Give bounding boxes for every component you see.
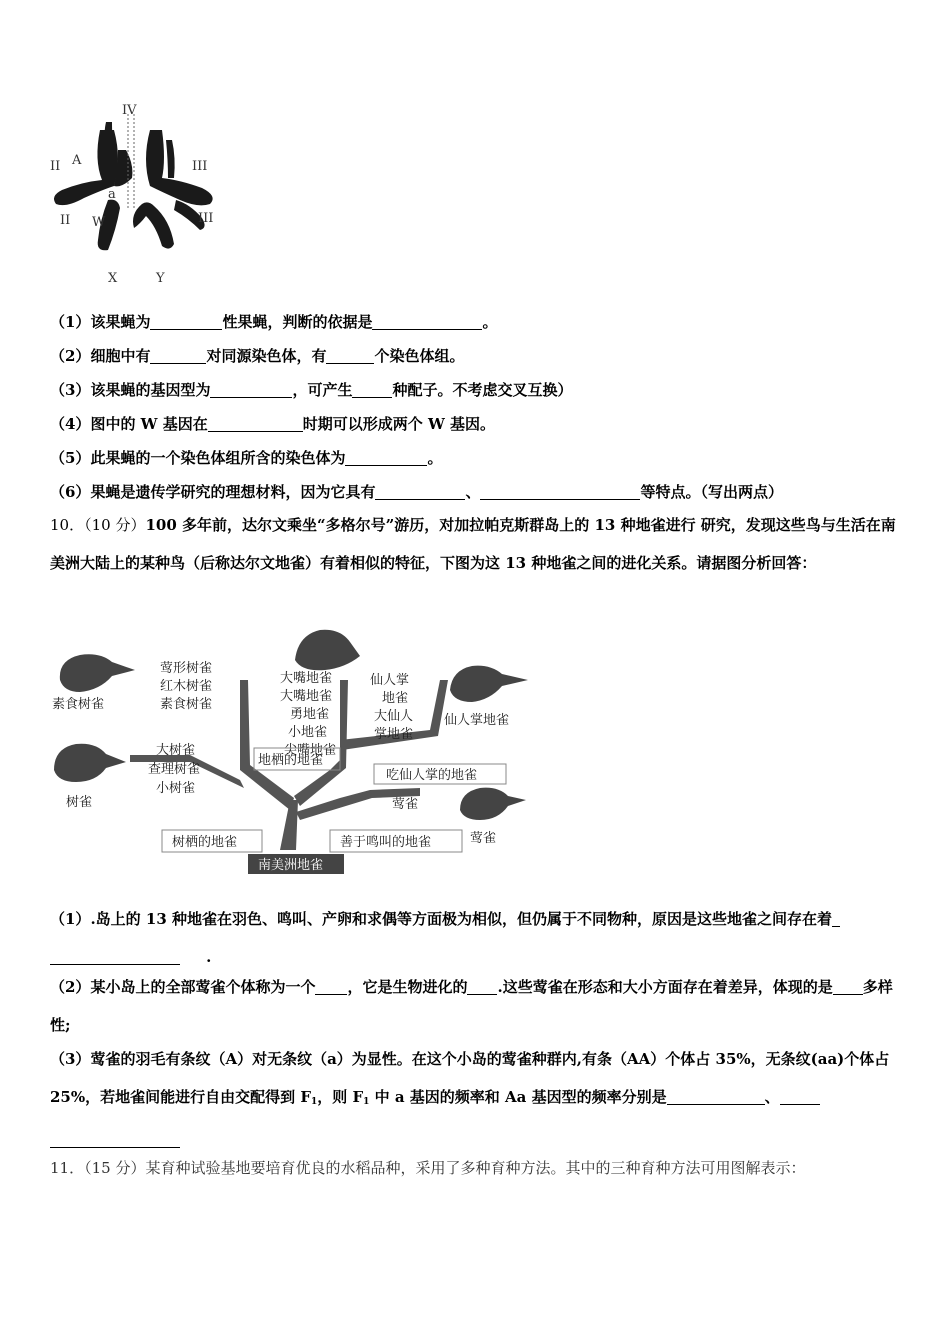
question-score: （10 分） [84, 516, 146, 534]
shu-list-2: 小树雀 [156, 781, 196, 796]
answer-blank[interactable] [833, 979, 863, 995]
part-text: .岛上的 13 种地雀在羽色、鸣叫、产卵和求偶等方面极为相似，但仍属于不同物种，原因是这些地雀之间存在着 [90, 910, 832, 928]
part-text: 、 [764, 1088, 780, 1106]
chromosome-figure [42, 100, 227, 290]
label-w: W [92, 215, 106, 230]
item-text: 个染色体组。 [374, 347, 465, 365]
item-text: 。 [427, 449, 443, 467]
part-text: . [206, 948, 212, 966]
label-su-shi-shu-que: 素食树雀 [52, 697, 105, 712]
q10-part-2 [50, 968, 910, 1044]
answer-blank[interactable] [780, 1089, 820, 1105]
middle-list-1: 大嘴地雀 [280, 689, 333, 704]
part-num: （2） [50, 978, 91, 996]
item-text: 性果蝇，判断的依据是 [222, 313, 373, 331]
part-text: ，它是生物进化的 [347, 978, 468, 996]
answer-blank[interactable] [352, 382, 392, 398]
shu-list-1: 查理树雀 [148, 762, 201, 777]
question-score: （15 分） [84, 1159, 146, 1177]
item-text: 图中的 W 基因在 [90, 415, 208, 433]
q9-item-1 [50, 312, 497, 332]
part-num: （1） [50, 910, 91, 928]
item-num: （1） [50, 313, 91, 331]
question-text: 100 多年前，达尔文乘坐“多格尔号”游历，对加拉帕克斯群岛上的 13 种地雀进行 研究，发现这些鸟与生活在南美洲大陆上的某种鸟（后称达尔文地雀）有着相似的特征，下图为这 13 种地雀之间的进化关系。请据图分析回答： [50, 516, 896, 572]
label-xianrenzhang-diqu: 仙人掌地雀 [444, 713, 510, 728]
box-root: 南美洲地雀 [258, 858, 324, 873]
label-ii-bottom: II [60, 213, 71, 228]
item-text: 。 [482, 313, 498, 331]
item-text: 该果蝇为 [90, 313, 151, 331]
label-ying-que: 莺雀 [470, 831, 497, 846]
item-num: （2） [50, 347, 91, 365]
part-text: 某小岛上的全部莺雀个体称为一个 [90, 978, 316, 996]
q9-item-5 [50, 448, 442, 468]
answer-blank[interactable] [208, 416, 303, 432]
part-text: 多样性; [50, 978, 893, 1034]
answer-blank[interactable] [345, 450, 427, 466]
part-num: （3） [50, 1050, 91, 1068]
item-num: （6） [50, 483, 91, 501]
q11-intro [50, 1157, 805, 1178]
answer-blank[interactable] [375, 484, 465, 500]
q9-item-2 [50, 346, 464, 366]
item-text: 等特点。（写出两点） [640, 483, 783, 501]
label-iii-top: III [192, 159, 208, 174]
label-iii-bottom: III [198, 211, 214, 226]
q10-part-1 [50, 900, 910, 976]
question-number: 11． [50, 1159, 85, 1177]
item-num: （3） [50, 381, 91, 399]
box-chi-xianrenzhang: 吃仙人掌的地雀 [386, 768, 478, 783]
item-text: 时期可以形成两个 W 基因。 [302, 415, 496, 433]
right-list-0: 仙人掌 [370, 673, 410, 688]
question-text: 某育种试验基地要培育优良的水稻品种，采用了多种育种方法。其中的三种育种方法可用图解表示： [145, 1159, 806, 1177]
answer-blank[interactable] [372, 314, 482, 330]
item-text: 、 [465, 483, 481, 501]
part-text: ，则 F [317, 1088, 364, 1106]
box-shan-yu: 善于鸣叫的地雀 [340, 835, 432, 850]
part-text: 莺雀的羽毛有条纹（A）对无条纹（a）为显性。在这个小岛的莺雀种群内,有条（AA）个体占 35%，无条纹(aa)个体占 25%，若地雀间能进行自由交配得到 F [50, 1050, 890, 1106]
label-x: X [108, 271, 118, 286]
answer-blank[interactable] [150, 348, 206, 364]
chromosome-shapes [54, 122, 213, 250]
middle-list-0: 大嘴地雀 [280, 671, 333, 686]
left-list-2: 素食树雀 [160, 697, 213, 712]
answer-blank[interactable] [467, 979, 497, 995]
middle-list-2: 勇地雀 [290, 707, 330, 722]
item-num: （5） [50, 449, 91, 467]
label-iv: IV [122, 103, 137, 118]
answer-blank[interactable] [210, 382, 292, 398]
label-ii-top: II [50, 159, 61, 174]
label-y: Y [156, 271, 165, 286]
part-text: 中 a 基因的频率和 Aa 基因型的频率分别是 [369, 1088, 667, 1106]
label-a-lower: a [108, 187, 116, 202]
subscript: 1 [311, 1097, 318, 1107]
item-text: 果蝇是遗传学研究的理想材料，因为它具有 [90, 483, 376, 501]
answer-blank[interactable] [315, 979, 347, 995]
answer-blank[interactable] [50, 1132, 180, 1148]
q9-item-3 [50, 380, 572, 400]
item-text: 该果蝇的基因型为 [90, 381, 211, 399]
item-text: 对同源染色体，有 [206, 347, 327, 365]
right-list-2: 大仙人 [374, 709, 414, 724]
label-ying-que-branch: 莺雀 [392, 797, 419, 812]
answer-blank[interactable] [150, 314, 222, 330]
answer-blank[interactable] [480, 484, 640, 500]
answer-blank[interactable] [832, 911, 840, 927]
shu-list-0: 大树雀 [156, 743, 196, 758]
item-text: ，可产生 [292, 381, 353, 399]
answer-blank[interactable] [667, 1089, 765, 1105]
part-text: .这些莺雀在形态和大小方面存在着差异，体现的是 [497, 978, 833, 996]
left-list-0: 莺形树雀 [160, 661, 213, 676]
finch-evolution-figure [40, 620, 540, 875]
box-di-qi: 地栖的地雀 [258, 753, 324, 768]
question-number: 10． [50, 516, 85, 534]
item-text: 细胞中有 [90, 347, 151, 365]
q10-part-3 [50, 1040, 910, 1159]
item-num: （4） [50, 415, 91, 433]
item-text: 此果蝇的一个染色体组所含的染色体为 [90, 449, 346, 467]
answer-blank[interactable] [326, 348, 374, 364]
item-text: 种配子。不考虑交叉互换） [392, 381, 573, 399]
label-a-upper: A [72, 153, 82, 168]
box-shu-qi: 树栖的地雀 [172, 835, 238, 850]
right-list-3: 掌地雀 [374, 727, 414, 742]
left-list-1: 红木树雀 [160, 679, 213, 694]
answer-blank[interactable] [50, 949, 180, 965]
subscript: 1 [363, 1097, 370, 1107]
label-shu-que: 树雀 [66, 795, 93, 810]
right-list-1: 地雀 [382, 691, 409, 706]
q9-item-4 [50, 414, 495, 434]
middle-list-4: 尖嘴地雀 [284, 743, 337, 758]
middle-list-3: 小地雀 [288, 725, 328, 740]
q10-intro [50, 506, 910, 582]
q9-item-6 [50, 482, 783, 502]
